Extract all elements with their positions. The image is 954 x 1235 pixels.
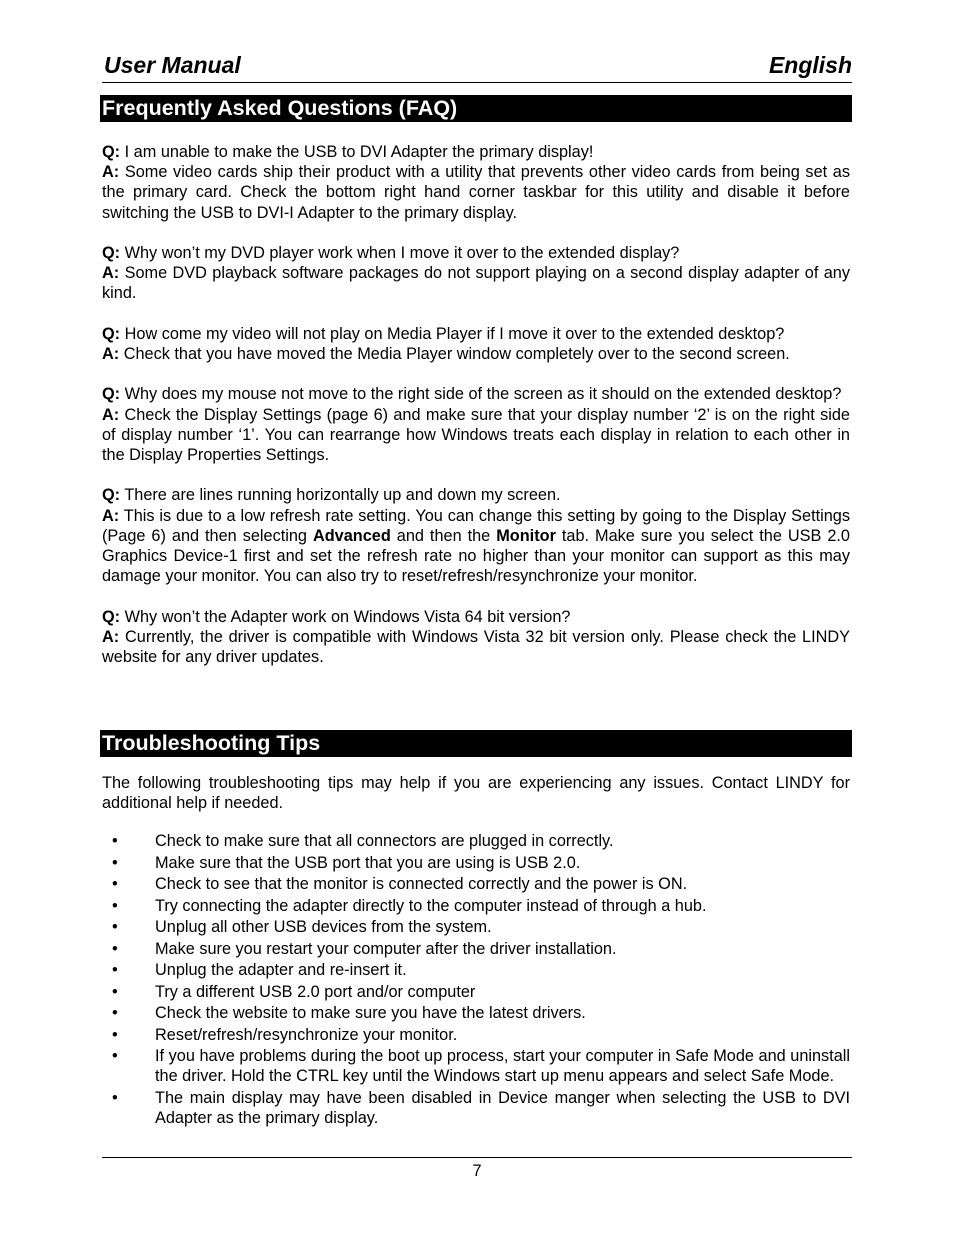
list-item: • Check the website to make sure you have the latest drivers. xyxy=(112,1004,586,1022)
faq-question: Q: How come my video will not play on Media Player if I move it over to the extended desktop? xyxy=(102,324,785,343)
faq-question: Q: Why won’t my DVD player work when I move it over to the extended display? xyxy=(102,244,680,262)
faq-question: Q: Why won’t the Adapter work on Windows Vista 64 bit version? xyxy=(102,607,571,626)
bullet-icon: • xyxy=(112,1088,118,1107)
footer-divider xyxy=(102,1157,852,1158)
faq-item xyxy=(102,243,850,304)
faq-heading: Frequently Asked Questions (FAQ) xyxy=(100,95,852,122)
faq-item xyxy=(102,142,850,223)
faq-answer: A: Some video cards ship their product with a utility that prevents other video cards from being set as the primary card. Check the bottom right hand corner taskbar for this utility and disable it before switching the USB to DVI-I Adapter to the primary display. xyxy=(102,163,851,222)
troubleshooting-heading: Troubleshooting Tips xyxy=(100,730,852,757)
faq-answer: A: Check that you have moved the Media Player window completely over to the second screen. xyxy=(102,345,790,363)
header-title: User Manual xyxy=(104,52,241,78)
faq-item xyxy=(102,384,850,465)
faq-question: Q: There are lines running horizontally up and down my screen. xyxy=(102,486,561,505)
faq-answer: A: Currently, the driver is compatible with Windows Vista 32 bit version only. Please check the LINDY website for any driver updates. xyxy=(102,627,850,666)
bullet-icon: • xyxy=(112,1004,118,1022)
bullet-icon: • xyxy=(112,875,118,893)
faq-item xyxy=(102,324,850,364)
header-language: English xyxy=(768,52,852,78)
faq-answer: A: Check the Display Settings (page 6) and make sure that your display number ‘2’ is on the right side of display number ‘1’. You can rearrange how Windows treats each display in relation to each other in the Display Properties Settings. xyxy=(102,405,850,464)
bullet-icon: • xyxy=(112,939,118,958)
page-header xyxy=(102,52,852,83)
list-item: • Unplug the adapter and re-insert it. xyxy=(112,961,407,979)
bullet-icon: • xyxy=(112,853,118,872)
bullet-icon: • xyxy=(112,832,118,850)
bullet-icon: • xyxy=(112,982,118,1001)
faq-item xyxy=(102,607,850,668)
page-number: 7 xyxy=(472,1162,482,1180)
bullet-icon: • xyxy=(112,1025,118,1044)
faq-answer: A: Some DVD playback software packages do not support playing on a second display adapter of any kind. xyxy=(102,264,850,303)
bullet-icon: • xyxy=(112,961,118,979)
list-item: • If you have problems during the boot up process, start your computer in Safe Mode and uninstall the driver. Hold the CTRL key until the Windows start up menu appears and select Safe Mode. xyxy=(112,1047,850,1086)
list-item: • Check to see that the monitor is connected correctly and the power is ON. xyxy=(112,875,688,893)
bullet-icon: • xyxy=(112,1047,118,1065)
list-item: • Make sure that the USB port that you are using is USB 2.0. xyxy=(112,853,581,872)
list-item: • Try connecting the adapter directly to the computer instead of through a hub. xyxy=(112,896,707,915)
troubleshooting-list xyxy=(102,831,850,1129)
faq-answer: A: This is due to a low refresh rate setting. You can change this setting by going to the Display Settings (Page 6) and then selecting Advanced and then the Monitor tab. Make sure you select the USB 2.0 Graphics Device-1 first and set the refresh rate no higher than your monitor can support as this may damage your monitor. You can also try to reset/refresh/resynchronize your monitor. xyxy=(102,506,851,586)
bullet-icon: • xyxy=(112,896,118,915)
list-item: • Unplug all other USB devices from the system. xyxy=(112,918,492,936)
list-item: • Make sure you restart your computer after the driver installation. xyxy=(112,939,617,958)
troubleshooting-intro: The following troubleshooting tips may help if you are experiencing any issues. Contact LINDY for additional help if needed. xyxy=(102,774,850,813)
list-item: • Check to make sure that all connectors are plugged in correctly. xyxy=(112,832,614,850)
faq-question: Q: I am unable to make the USB to DVI Adapter the primary display! xyxy=(102,143,594,161)
faq-item xyxy=(102,485,850,586)
list-item: • The main display may have been disabled in Device manger when selecting the USB to DVI Adapter as the primary display. xyxy=(112,1088,850,1127)
list-item: • Try a different USB 2.0 port and/or computer xyxy=(112,982,476,1001)
bullet-icon: • xyxy=(112,918,118,936)
list-item: • Reset/refresh/resynchronize your monitor. xyxy=(112,1025,458,1044)
faq-section xyxy=(102,142,850,687)
faq-question: Q: Why does my mouse not move to the right side of the screen as it should on the extended desktop? xyxy=(102,385,842,404)
